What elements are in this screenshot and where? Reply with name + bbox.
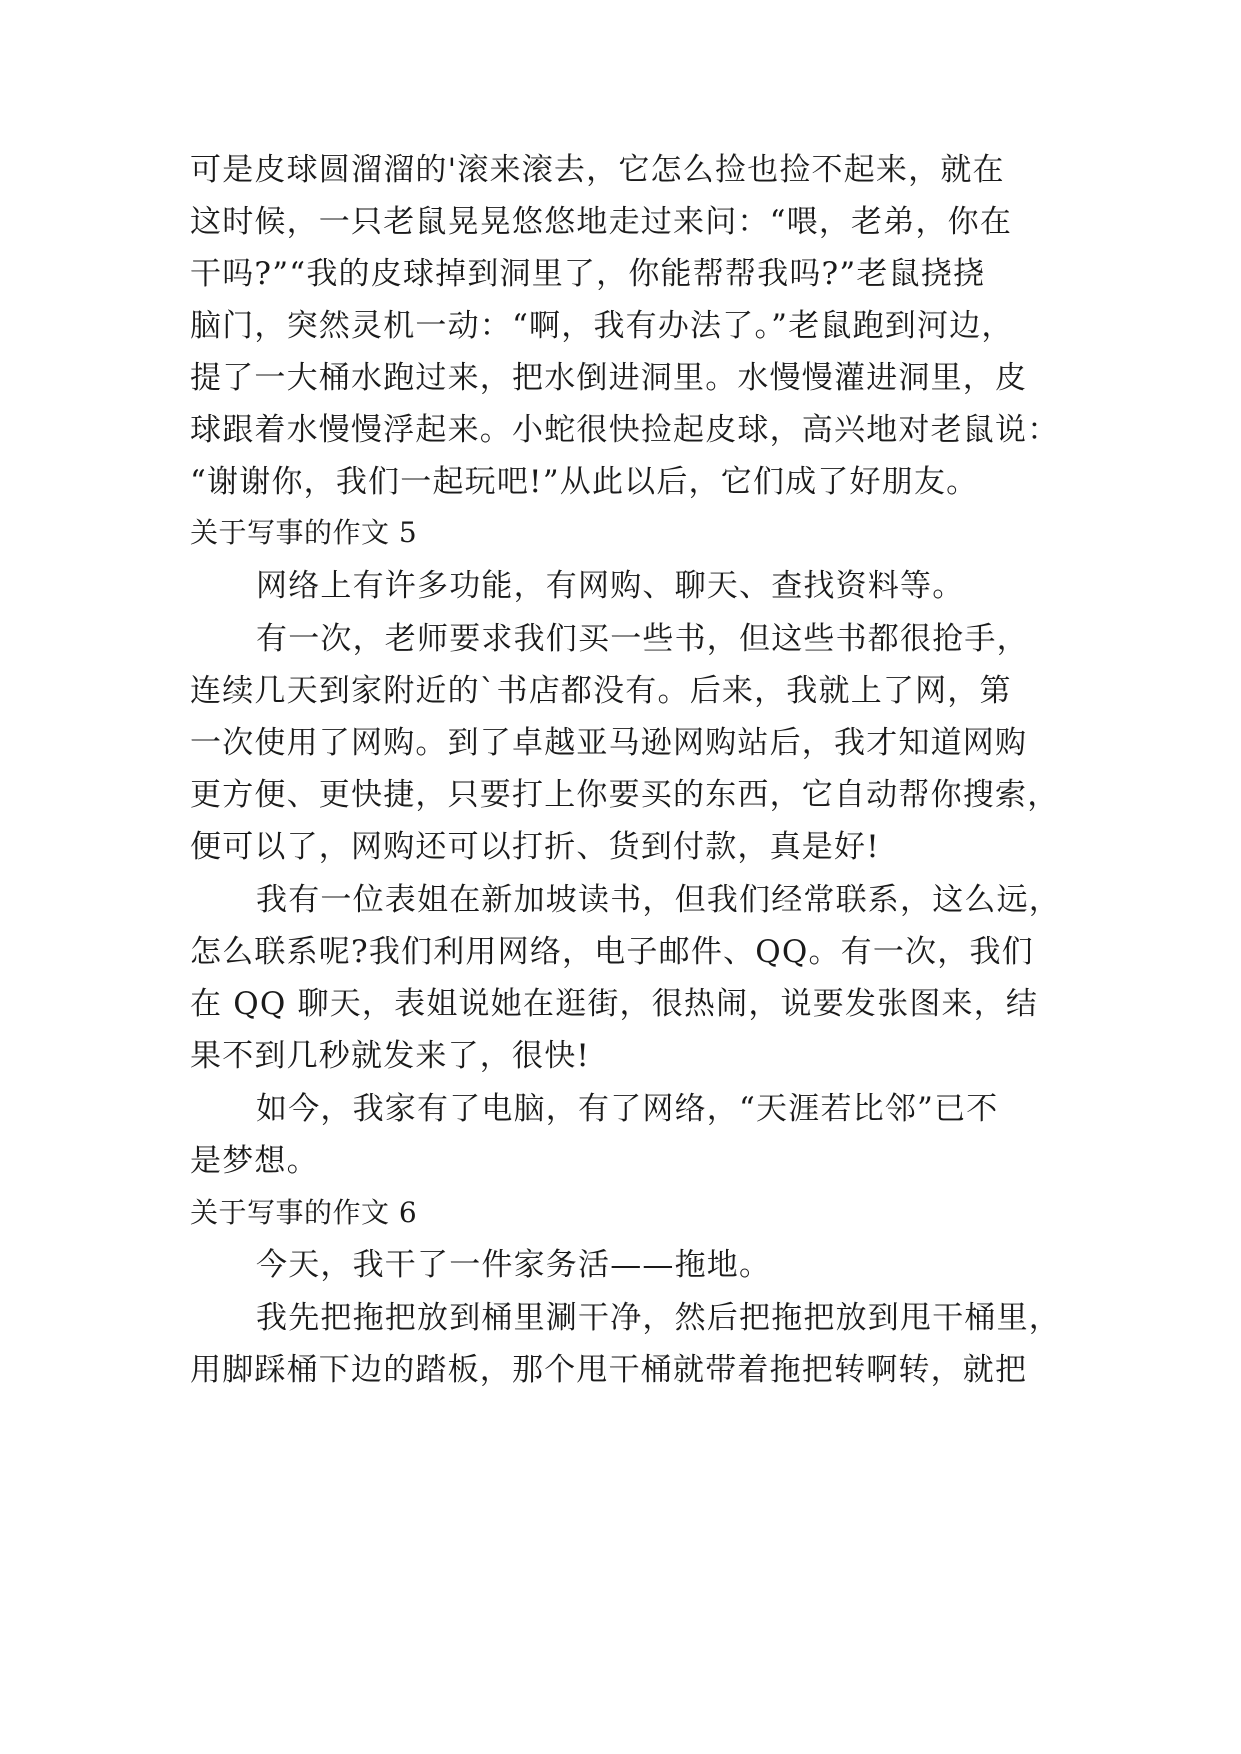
paragraph-line: 是梦想。 — [190, 1143, 319, 1179]
paragraph-line: 网络上有许多功能，有网购、聊天、查找资料等。 — [256, 568, 965, 604]
paragraph-line: 更方便、更快捷，只要打上你要买的东西，它自动帮你搜索， — [190, 777, 1060, 813]
paragraph-line: 我有一位表姐在新加坡读书，但我们经常联系，这么远， — [256, 882, 1061, 918]
paragraph-line: 有一次，老师要求我们买一些书，但这些书都很抢手， — [256, 621, 1029, 657]
paragraph-line: 我先把拖把放到桶里涮干净，然后把拖把放到甩干桶里， — [256, 1300, 1061, 1336]
paragraph-line: 如今，我家有了电脑，有了网络，“天涯若比邻”已不 — [256, 1091, 999, 1127]
section-heading: 关于写事的作文 5 — [190, 516, 418, 549]
paragraph-line: 脑门，突然灵机一动：“啊，我有办法了。”老鼠跑到河边， — [190, 308, 1014, 344]
paragraph-line: 连续几天到家附近的`书店都没有。后来，我就上了网，第 — [190, 673, 1012, 709]
paragraph-line: 可是皮球圆溜溜的'滚来滚去，它怎么捡也捡不起来，就在 — [190, 152, 1005, 188]
paragraph-line: 这时候，一只老鼠晃晃悠悠地走过来问：“喂，老弟，你在 — [190, 204, 1013, 240]
paragraph-line: 便可以了，网购还可以打折、货到付款，真是好! — [190, 829, 880, 865]
paragraph-line: 球跟着水慢慢浮起来。小蛇很快捡起皮球，高兴地对老鼠说： — [190, 412, 1060, 448]
paragraph-line: 提了一大桶水跑过来，把水倒进洞里。水慢慢灌进洞里，皮 — [190, 360, 1028, 396]
paragraph-line: 果不到几秒就发来了，很快! — [190, 1038, 591, 1074]
paragraph-line: 用脚踩桶下边的踏板，那个甩干桶就带着拖把转啊转，就把 — [190, 1352, 1028, 1388]
paragraph-line: 在 QQ 聊天，表姐说她在逛街，很热闹，说要发张图来，结 — [190, 986, 1039, 1022]
paragraph-line: 今天，我干了一件家务活——拖地。 — [256, 1247, 772, 1283]
section-heading: 关于写事的作文 6 — [190, 1196, 418, 1229]
paragraph-line: 一次使用了网购。到了卓越亚马逊网购站后，我才知道网购 — [190, 725, 1028, 761]
paragraph-line: 干吗?”“我的皮球掉到洞里了，你能帮帮我吗?”老鼠挠挠 — [190, 256, 986, 292]
paragraph-line: “谢谢你，我们一起玩吧!”从此以后，它们成了好朋友。 — [190, 464, 979, 500]
paragraph-line: 怎么联系呢?我们利用网络，电子邮件、QQ。有一次，我们 — [190, 934, 1034, 970]
